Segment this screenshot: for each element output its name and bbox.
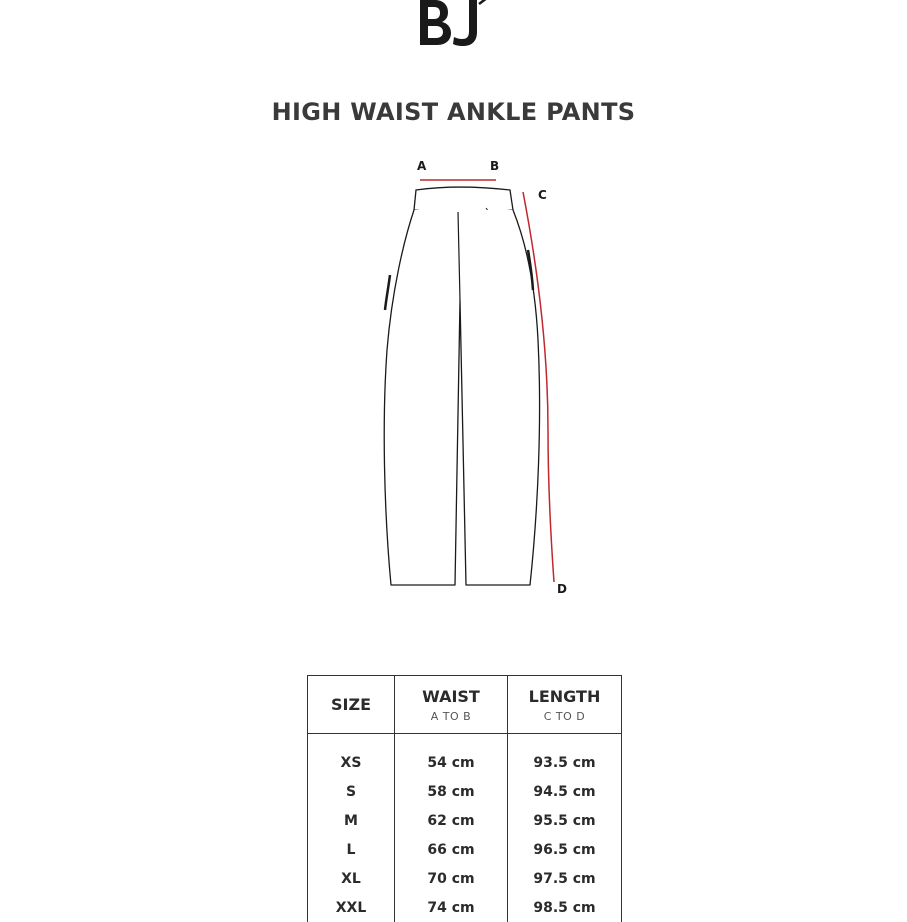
size-cell: L (308, 835, 395, 864)
waist-cell: 74 cm (395, 893, 508, 922)
waist-header-sub: A TO B (430, 709, 472, 723)
page-title: HIGH WAIST ANKLE PANTS (271, 98, 636, 126)
length-header-label: LENGTH (528, 686, 601, 706)
pants-outline (384, 210, 539, 585)
size-cell: M (308, 806, 395, 835)
waist-cell: 58 cm (395, 777, 508, 806)
table-row (308, 893, 622, 922)
length-header-sub: C TO D (543, 709, 586, 723)
pants-diagram (370, 150, 590, 610)
size-cell: S (308, 777, 395, 806)
label-d: D (557, 582, 567, 596)
table-row (308, 864, 622, 893)
waistband (414, 187, 513, 213)
label-b: B (490, 159, 500, 173)
table-header-row (308, 676, 622, 734)
left-pocket (385, 275, 390, 310)
waist-cell: 62 cm (395, 806, 508, 835)
table-row (308, 777, 622, 806)
size-cell: XXL (308, 893, 395, 922)
length-cell: 93.5 cm (508, 748, 622, 777)
waist-header-label: WAIST (422, 686, 480, 706)
size-cell: XS (308, 748, 395, 777)
length-cell: 95.5 cm (508, 806, 622, 835)
length-cell: 96.5 cm (508, 835, 622, 864)
waist-cell: 70 cm (395, 864, 508, 893)
size-header: SIZE (308, 676, 395, 734)
size-chart-table (307, 675, 622, 922)
length-cell: 98.5 cm (508, 893, 622, 922)
waist-cell: 54 cm (395, 748, 508, 777)
table-row (308, 748, 622, 777)
length-cell: 97.5 cm (508, 864, 622, 893)
size-cell: XL (308, 864, 395, 893)
table-row (308, 806, 622, 835)
waist-header (395, 676, 508, 734)
length-cell: 94.5 cm (508, 777, 622, 806)
length-header (508, 676, 622, 734)
logo-text: BJ (417, 0, 418, 1)
table-row (308, 835, 622, 864)
brand-logo (417, 0, 489, 48)
waist-cell: 66 cm (395, 835, 508, 864)
label-c: C (538, 188, 547, 202)
label-a: A (417, 159, 427, 173)
